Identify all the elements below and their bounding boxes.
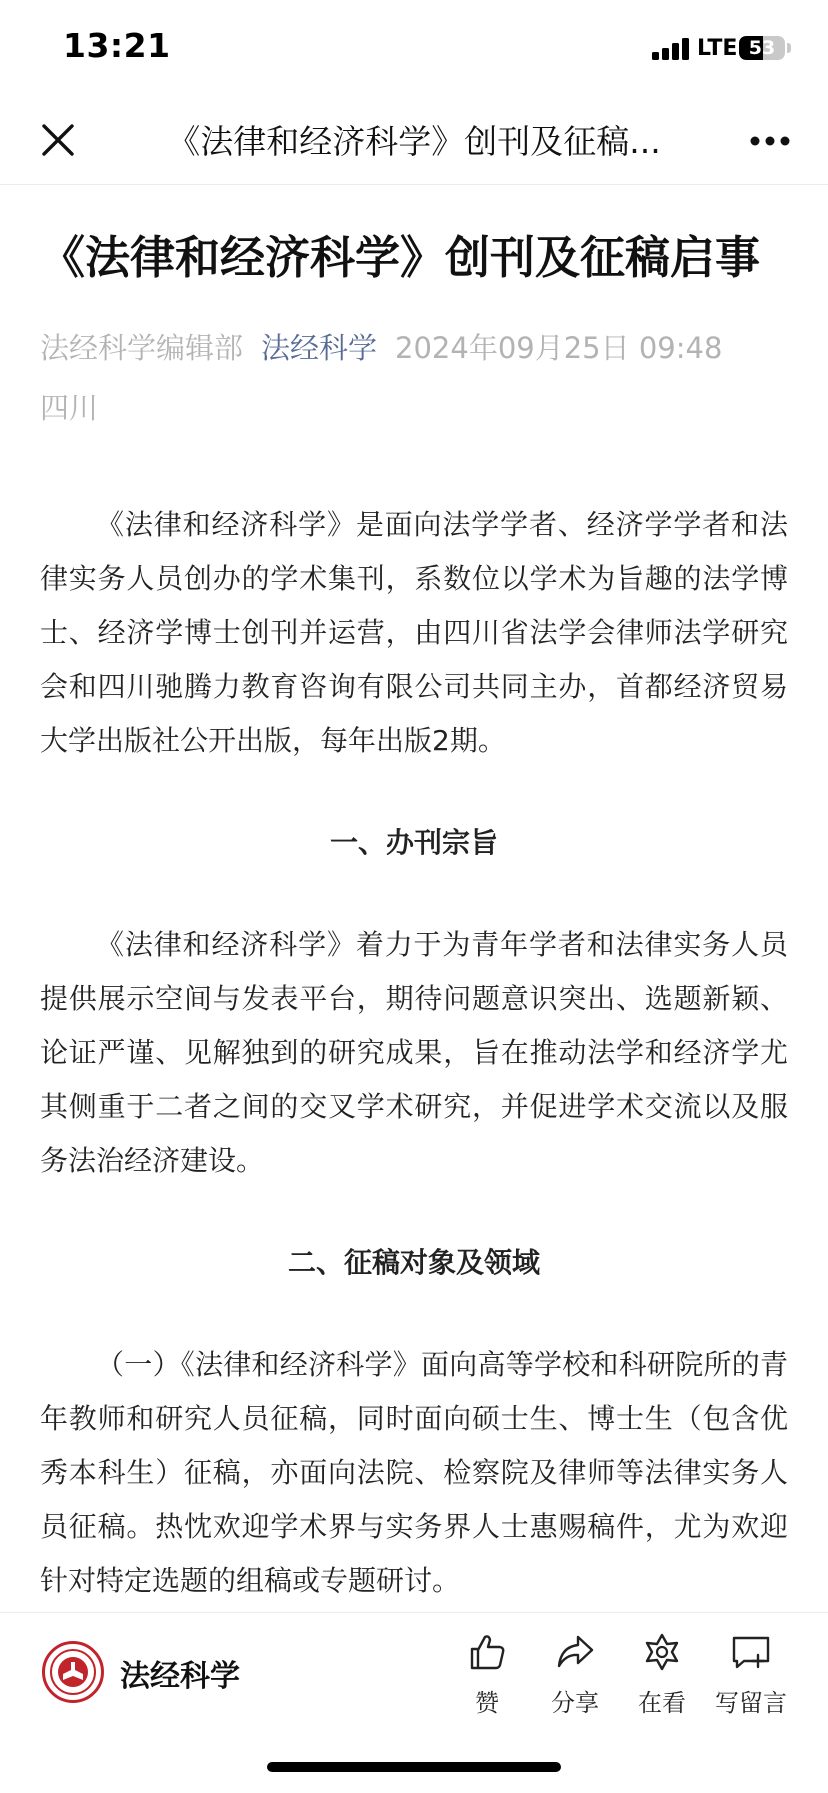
article-author: 法经科学编辑部 bbox=[40, 331, 244, 365]
share-label: 分享 bbox=[551, 1689, 599, 1717]
article-content bbox=[40, 184, 788, 1608]
article-meta bbox=[40, 318, 788, 438]
share-button[interactable] bbox=[530, 1631, 620, 1718]
publish-location: 四川 bbox=[40, 391, 99, 425]
home-indicator[interactable] bbox=[267, 1762, 561, 1772]
paragraph-purpose: 《法律和经济科学》着力于为青年学者和法律实务人员提供展示空间与发表平台，期待问题意识突出、选题新颖、论证严谨、见解独到的研究成果，旨在推动法学和经济学尤其侧重于二者之间的交叉学术研究，并促进学术交流以及服务法治经济建设。 bbox=[40, 928, 788, 1177]
status-bar bbox=[0, 0, 828, 100]
like-label: 赞 bbox=[475, 1689, 499, 1717]
share-icon bbox=[554, 1631, 596, 1673]
star-flower-icon bbox=[641, 1631, 683, 1673]
battery-level: 53 bbox=[748, 37, 776, 59]
comment-label: 写留言 bbox=[715, 1689, 787, 1717]
bottom-account-name[interactable]: 法经科学 bbox=[120, 1659, 240, 1694]
account-avatar[interactable] bbox=[42, 1641, 104, 1703]
battery-icon bbox=[739, 36, 785, 60]
publish-datetime: 2024年09月25日 09:48 bbox=[395, 331, 723, 365]
comment-plus-icon bbox=[730, 1631, 772, 1673]
comment-button[interactable] bbox=[706, 1631, 796, 1718]
article-title: 《法律和经济科学》创刊及征稿启事 bbox=[40, 231, 761, 284]
thumbs-up-icon bbox=[466, 1631, 508, 1673]
battery-tip bbox=[787, 43, 791, 53]
account-link[interactable]: 法经科学 bbox=[261, 331, 378, 365]
section-heading-submission: 二、征稿对象及领域 bbox=[287, 1246, 540, 1279]
wow-button[interactable] bbox=[617, 1631, 707, 1718]
paragraph-intro: 《法律和经济科学》是面向法学学者、经济学学者和法律实务人员创办的学术集刊，系数位以学术为旨趣的法学博士、经济学博士创刊并运营，由四川省法学会律师法学研究会和四川驰腾力教育咨询有限公司共同主办，首都经济贸易大学出版社公开出版，每年出版2期。 bbox=[40, 508, 788, 757]
status-time: 13:21 bbox=[63, 26, 171, 65]
network-type: LTE bbox=[697, 36, 738, 61]
more-options-icon[interactable] bbox=[748, 134, 792, 148]
nav-bar bbox=[0, 100, 828, 185]
wow-label: 在看 bbox=[638, 1689, 686, 1717]
nav-title: 《法律和经济科学》创刊及征稿... bbox=[167, 122, 661, 161]
like-button[interactable] bbox=[442, 1631, 532, 1718]
paragraph-submission: （一）《法律和经济科学》面向高等学校和科研院所的青年教师和研究人员征稿，同时面向硕士生、博士生（包含优秀本科生）征稿，亦面向法院、检察院及律师等法律实务人员征稿。热忱欢迎学术界与实务界人士惠赐稿件，尤为欢迎针对特定选题的组稿或专题研讨。 bbox=[40, 1348, 788, 1597]
cellular-signal-icon bbox=[652, 38, 690, 60]
journal-logo-icon bbox=[45, 1644, 101, 1700]
close-icon[interactable] bbox=[38, 120, 78, 160]
section-heading-purpose: 一、办刊宗旨 bbox=[329, 826, 498, 859]
